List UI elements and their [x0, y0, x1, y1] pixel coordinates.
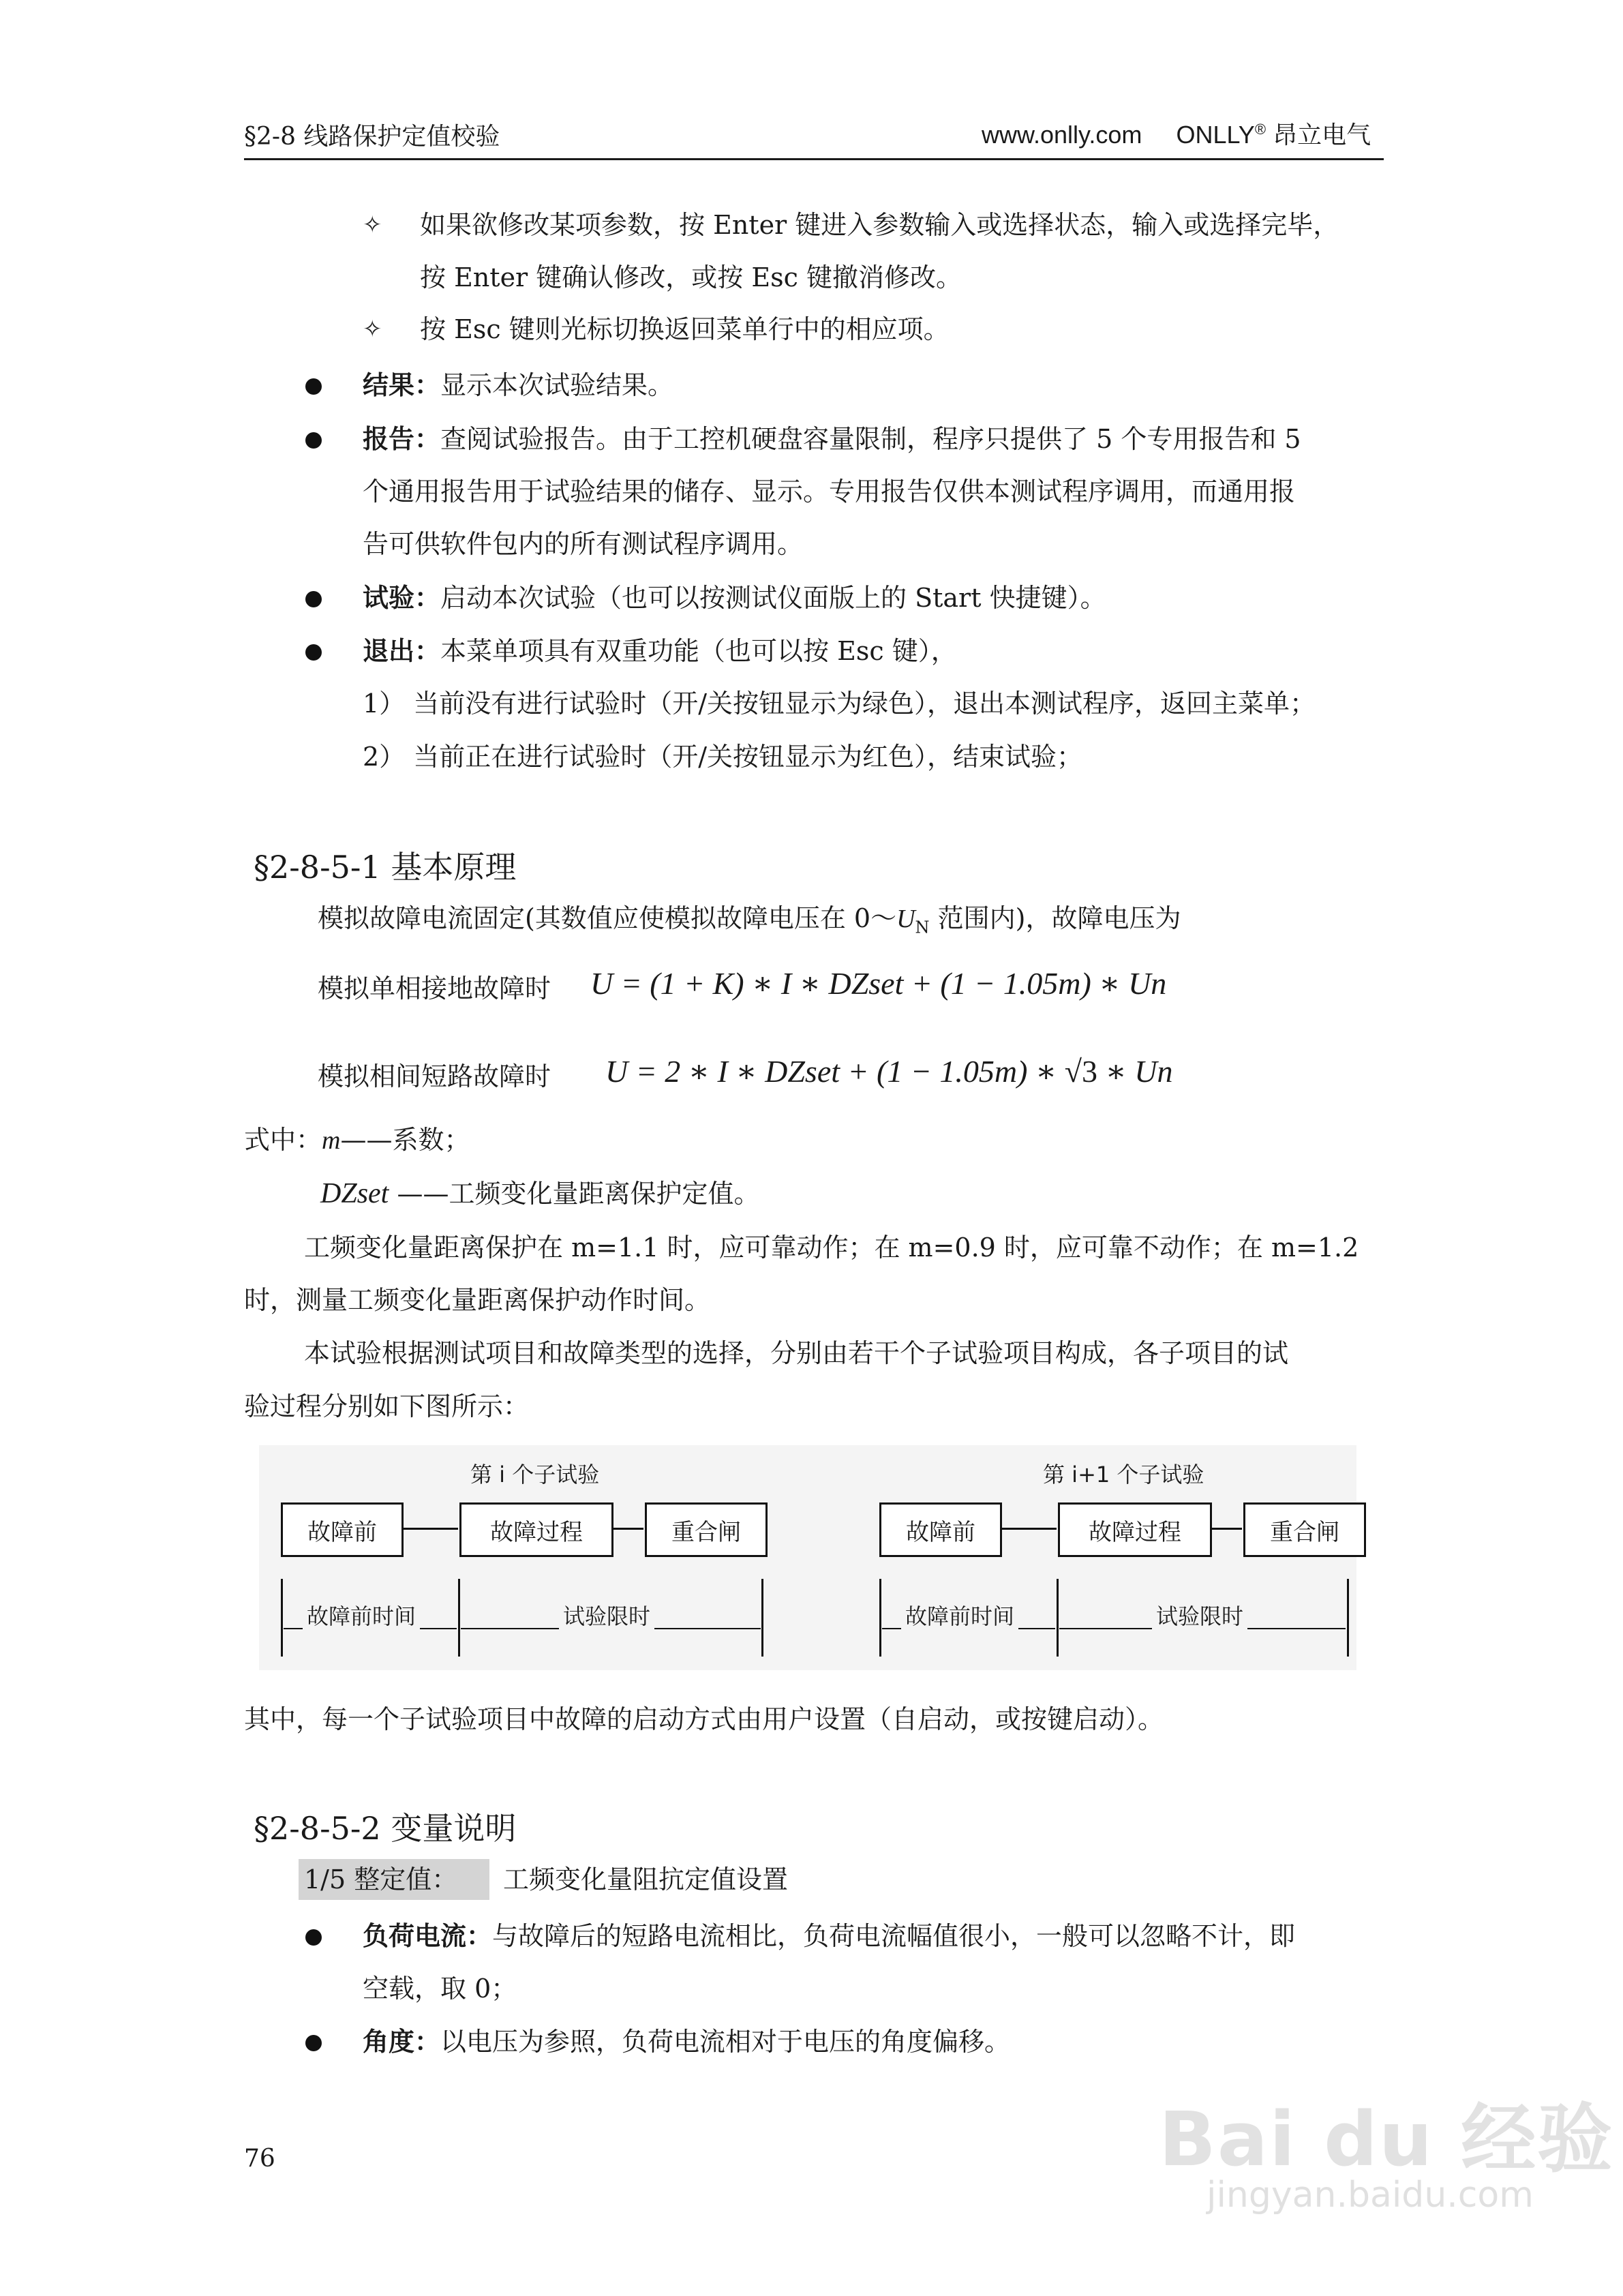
variable-tag-text: 工频变化量阻抗定值设置: [503, 1864, 789, 1894]
result-text: 显示本次试验结果。: [440, 370, 674, 400]
running-header-section: §2-8 线路保护定值校验: [244, 123, 500, 151]
principle-paragraph-2-line-1: 工频变化量距离保护在 m=1.1 时，应可靠动作；在 m=0.9 时，应可靠不动作；在 m=1.2: [304, 1233, 1359, 1263]
diagram-label-test-limit: 试验限时: [559, 1599, 654, 1631]
formula-single-phase: U = (1 + K) ∗ I ∗ DZset + (1 − 1.05m) ∗ Un: [590, 966, 1167, 1001]
diagram-label-pre-fault-time: 故障前时间: [901, 1599, 1018, 1631]
diagram-tick: [879, 1579, 881, 1657]
report-text-1: 查阅试验报告。由于工控机硬盘容量限制，程序只提供了 5 个专用报告和 5: [440, 424, 1301, 454]
variable-tag: 1/5 整定值：: [304, 1864, 458, 1894]
diamond-bullet-icon: ✧: [363, 316, 382, 343]
formula-where: 式中：m——系数；: [244, 1125, 470, 1155]
load-current-label: 负荷电流：: [363, 1920, 493, 1951]
company-name: 昂立电气: [1273, 121, 1371, 149]
bullet-dot-icon: [305, 2035, 322, 2051]
dzset-definition: DZset ——工频变化量距离保护定值。: [320, 1178, 760, 1209]
diamond-bullet-icon: ✧: [363, 211, 382, 239]
diagram-box-fault-process: 故障过程: [459, 1502, 613, 1557]
diagram-tick: [1347, 1579, 1349, 1657]
principle-paragraph-1: 模拟故障电流固定(其数值应使模拟故障电压在 $0\sim U_N$ 范围内)，故障电压为: [318, 903, 1181, 937]
bullet-dot-icon: [305, 591, 322, 607]
principle-paragraph-3-line-1: 本试验根据测试项目和故障类型的选择，分别由若干个子试验项目构成，各子项目的试: [304, 1338, 1289, 1368]
test-text: 启动本次试验（也可以按测试仪面版上的 Start 快捷键）。: [440, 583, 1106, 613]
exit-case-1: 1） 当前没有进行试验时（开/关按钮显示为绿色），退出本测试程序，返回主菜单；: [363, 689, 1316, 719]
running-header-brand: [982, 116, 1371, 151]
diagram-right-title: 第 i+1 个子试验: [1043, 1462, 1204, 1487]
formula-2-label: 模拟相间短路故障时: [318, 1061, 551, 1091]
header-rule: [244, 158, 1384, 160]
modify-text-2: 按 Enter 键确认修改，或按 Esc 键撤消修改。: [420, 262, 962, 292]
diagram-connector: [1212, 1528, 1242, 1530]
diagram-box-pre-fault: 故障前: [879, 1502, 1002, 1557]
exit-case-2: 2） 当前正在进行试验时（开/关按钮显示为红色），结束试验；: [363, 742, 1083, 772]
diagram-tick: [458, 1579, 460, 1657]
result-label: 结果：: [363, 369, 441, 400]
baidu-jingyan-watermark-logo: Bai du 经验: [1159, 2096, 1614, 2183]
report-text-3: 告可供软件包内的所有测试程序调用。: [363, 529, 804, 559]
diagram-tick: [1057, 1579, 1059, 1657]
diagram-tick: [281, 1579, 283, 1657]
bullet-dot-icon: [305, 644, 322, 661]
result-item: [363, 368, 673, 402]
section-title-principle: §2-8-5-1 基本原理: [254, 849, 517, 886]
diagram-left-title: 第 i 个子试验: [470, 1462, 600, 1487]
test-label: 试验：: [363, 582, 441, 613]
report-label: 报告：: [363, 423, 441, 454]
diagram-label-test-limit: 试验限时: [1152, 1599, 1247, 1631]
formula-1-label: 模拟单相接地故障时: [318, 973, 551, 1003]
esc-text: 按 Esc 键则光标切换返回菜单行中的相应项。: [420, 314, 950, 344]
formula-phase-to-phase: U = 2 ∗ I ∗ DZset + (1 − 1.05m) ∗ √3 ∗ Un: [605, 1054, 1173, 1089]
registered-mark: ®: [1254, 121, 1266, 138]
angle-label: 角度：: [363, 2026, 441, 2057]
diagram-connector: [404, 1528, 458, 1530]
diagram-label-pre-fault-time: 故障前时间: [303, 1599, 420, 1631]
diagram-connector: [613, 1528, 643, 1530]
exit-item: [363, 634, 957, 668]
sqrt-three: √3: [1064, 1054, 1097, 1089]
principle-paragraph-3-line-2: 验过程分别如下图所示：: [244, 1391, 530, 1421]
load-current-text-1: 与故障后的短路电流相比，负荷电流幅值很小，一般可以忽略不计，即: [492, 1921, 1296, 1951]
page-number: 76: [244, 2145, 275, 2173]
diagram-note: 其中，每一个子试验项目中故障的启动方式由用户设置（自启动，或按键启动）。: [244, 1704, 1164, 1734]
modify-text-1: 如果欲修改某项参数，按 Enter 键进入参数输入或选择状态，输入或选择完毕，: [420, 210, 1339, 240]
load-current-text-2: 空载，取 0；: [363, 1974, 517, 2004]
subtest-timing-diagram: [259, 1445, 1356, 1670]
diagram-connector: [1002, 1528, 1057, 1530]
site-url: www.onlly.com: [982, 121, 1142, 149]
diagram-box-reclose: 重合闸: [1243, 1502, 1366, 1557]
report-text-2: 个通用报告用于试验结果的储存、显示。专用报告仅供本测试程序调用，而通用报: [363, 477, 1296, 507]
diagram-box-fault-process: 故障过程: [1058, 1502, 1212, 1557]
brand-name: ONLLY: [1176, 121, 1255, 149]
exit-text: 本菜单项具有双重功能（也可以按 Esc 键），: [440, 636, 957, 666]
load-current-item: [363, 1919, 1295, 1953]
section-title-variables: §2-8-5-2 变量说明: [254, 1810, 517, 1847]
test-item: [363, 581, 1106, 615]
principle-paragraph-2-line-2: 时，测量工频变化量距离保护动作时间。: [244, 1285, 711, 1315]
bullet-dot-icon: [305, 432, 322, 449]
report-item: [363, 422, 1301, 456]
baidu-jingyan-watermark-url: jingyan.baidu.com: [1207, 2175, 1534, 2216]
diagram-box-reclose: 重合闸: [645, 1502, 768, 1557]
angle-item: [363, 2025, 1010, 2059]
bullet-dot-icon: [305, 1929, 322, 1946]
diagram-box-pre-fault: 故障前: [281, 1502, 404, 1557]
bullet-dot-icon: [305, 378, 322, 395]
angle-text: 以电压为参照，负荷电流相对于电压的角度偏移。: [440, 2027, 1011, 2057]
diagram-tick: [761, 1579, 763, 1657]
exit-label: 退出：: [363, 635, 441, 666]
